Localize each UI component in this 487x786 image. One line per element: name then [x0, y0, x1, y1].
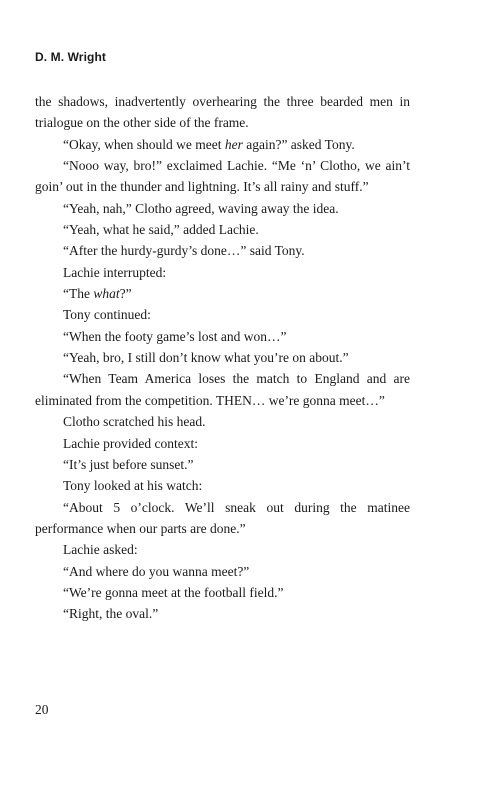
- paragraph: [35, 240, 410, 261]
- paragraph: [35, 262, 410, 283]
- paragraph: [35, 155, 410, 198]
- paragraph-text: ?”: [119, 286, 132, 302]
- paragraph-text: Lachie interrupted:: [63, 264, 167, 280]
- paragraph-text: the shadows, inadvertently overhearing the three bearded men in trialogue on the other side of the frame.: [35, 94, 410, 131]
- paragraph-text: “Okay, when should we meet: [63, 136, 225, 152]
- page-number: 20: [35, 702, 49, 717]
- paragraph-text: “Nooo way, bro!” exclaimed Lachie. “Me ‘n’ Clotho, we ain’t goin’ out in the thunder and lightning. It’s all rainy and stuff.”: [35, 158, 410, 195]
- paragraph: [35, 304, 410, 325]
- paragraph-text: “About 5 o’clock. We’ll sneak out during the matinee performance when our parts are done.”: [35, 499, 410, 536]
- paragraph-text: Lachie asked:: [63, 542, 138, 558]
- paragraph: [35, 539, 410, 560]
- paragraph: [35, 283, 410, 304]
- paragraph: [35, 91, 410, 134]
- paragraph: [35, 433, 410, 454]
- paragraph: [35, 454, 410, 475]
- paragraph-text: “After the hurdy-gurdy’s done…” said Tony.: [63, 243, 305, 259]
- paragraph-text: “We’re gonna meet at the football field.”: [63, 584, 284, 600]
- paragraph: [35, 198, 410, 219]
- italic-text: what: [93, 286, 120, 302]
- paragraph-text: again?” asked Tony.: [242, 136, 355, 152]
- paragraph: [35, 475, 410, 496]
- paragraph-text: Lachie provided context:: [63, 435, 198, 451]
- page-body-text: [35, 91, 410, 625]
- paragraph: [35, 561, 410, 582]
- paragraph-text: “And where do you wanna meet?”: [63, 563, 250, 579]
- paragraph: [35, 347, 410, 368]
- paragraph: [35, 219, 410, 240]
- running-header-author: D. M. Wright: [35, 50, 106, 64]
- paragraph-text: “Yeah, what he said,” added Lachie.: [63, 222, 259, 238]
- paragraph-text: Clotho scratched his head.: [63, 414, 206, 430]
- paragraph-text: Tony continued:: [63, 307, 151, 323]
- paragraph-text: “Yeah, bro, I still don’t know what you’re on about.”: [63, 350, 349, 366]
- paragraph-text: Tony looked at his watch:: [63, 478, 203, 494]
- paragraph: [35, 582, 410, 603]
- paragraph: [35, 134, 410, 155]
- paragraph-text: “Yeah, nah,” Clotho agreed, waving away the idea.: [63, 200, 339, 216]
- paragraph: [35, 368, 410, 411]
- paragraph-text: “When the footy game’s lost and won…”: [63, 328, 287, 344]
- paragraph-text: “It’s just before sunset.”: [63, 456, 194, 472]
- italic-text: her: [224, 136, 243, 152]
- paragraph: [35, 326, 410, 347]
- paragraph-text: “When Team America loses the match to England and are eliminated from the competition. THEN… we’re gonna meet…”: [35, 371, 410, 408]
- paragraph: [35, 497, 410, 540]
- paragraph: [35, 603, 410, 624]
- paragraph: [35, 411, 410, 432]
- paragraph-text: “The: [63, 286, 94, 302]
- paragraph-text: “Right, the oval.”: [63, 606, 159, 622]
